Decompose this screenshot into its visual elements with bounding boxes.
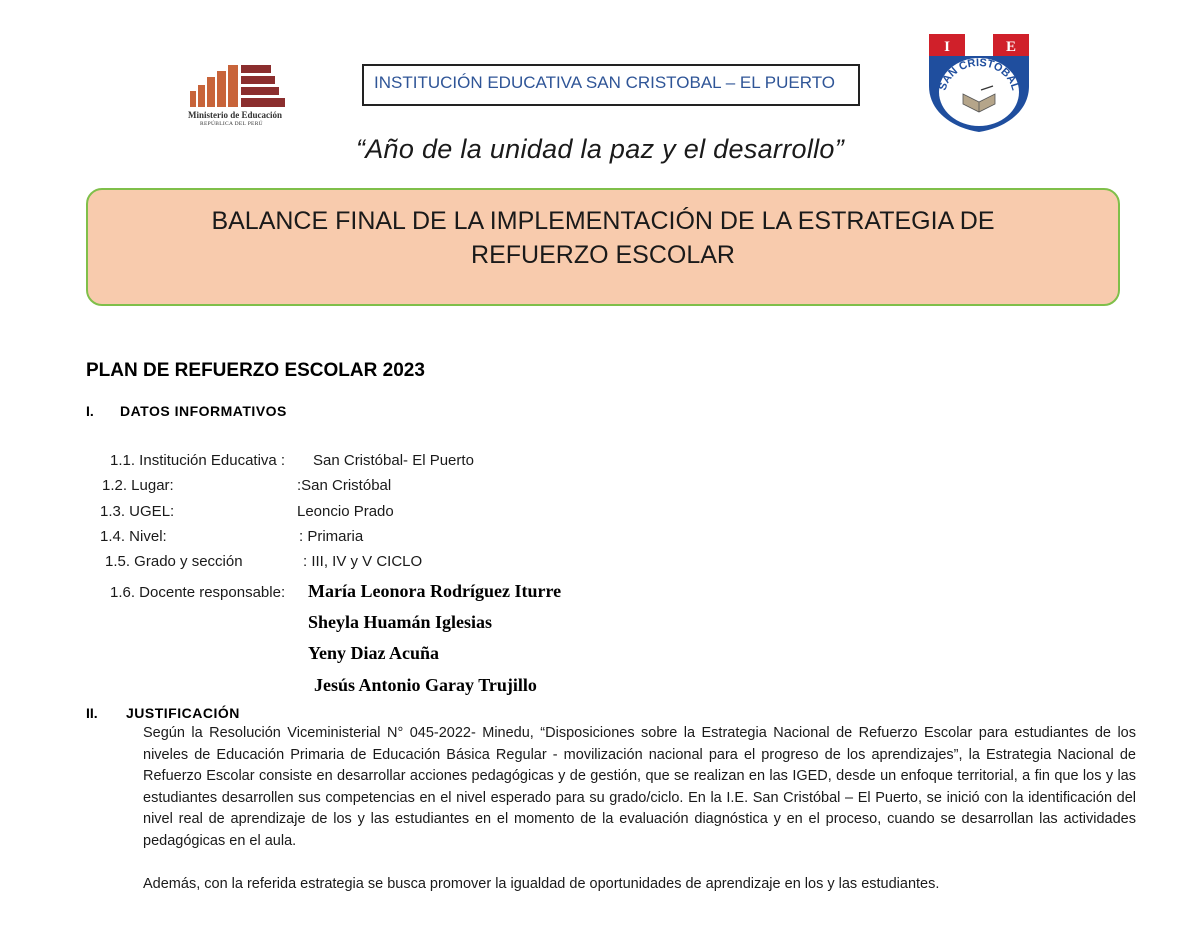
teacher-name: Yeny Diaz Acuña xyxy=(308,643,440,663)
teacher-name: María Leonora Rodríguez Iturre xyxy=(308,581,562,601)
ministry-name: Ministerio de Educación xyxy=(188,110,282,120)
justification-paragraph-2: Además, con la referida estrategia se busca promover la igualdad de oportunidades de aprendizaje en los y las estudiantes. xyxy=(143,876,940,892)
info-label-institucion: 1.1. Institución Educativa : xyxy=(110,452,286,469)
info-label-grado: 1.5. Grado y sección xyxy=(105,553,243,570)
shield-arc-text: SAN CRISTOBAL xyxy=(936,56,1022,92)
school-shield-logo xyxy=(925,30,1033,134)
ministry-country: REPÚBLICA DEL PERÚ xyxy=(200,121,263,127)
info-value-institucion: San Cristóbal- El Puerto xyxy=(313,452,474,469)
ministry-logo xyxy=(180,65,292,129)
info-label-docente: 1.6. Docente responsable: xyxy=(110,584,286,601)
document-title xyxy=(153,204,1053,272)
teacher-name: Sheyla Huamán Iglesias xyxy=(308,612,493,632)
document-title-line1: BALANCE FINAL DE LA IMPLEMENTACIÓN DE LA ESTRATEGIA DE xyxy=(211,207,995,235)
shield-letter-left: I xyxy=(944,39,950,55)
year-motto: “Año de la unidad la paz y el desarrollo” xyxy=(355,134,845,164)
info-value-ugel: Leoncio Prado xyxy=(297,503,394,520)
info-value-lugar: :San Cristóbal xyxy=(297,477,392,494)
plan-title: PLAN DE REFUERZO ESCOLAR 2023 xyxy=(86,360,425,381)
section1-title: DATOS INFORMATIVOS xyxy=(120,403,287,419)
info-label-nivel: 1.4. Nivel: xyxy=(100,528,167,545)
section2-number: II. xyxy=(86,705,98,721)
info-value-grado: : III, IV y V CICLO xyxy=(303,553,423,570)
document-title-line2: REFUERZO ESCOLAR xyxy=(471,241,735,269)
teacher-name: Jesús Antonio Garay Trujillo xyxy=(314,675,537,695)
ministry-bars-icon xyxy=(186,65,290,109)
institution-name-box xyxy=(362,64,860,106)
institution-name: INSTITUCIÓN EDUCATIVA SAN CRISTOBAL – EL PUERTO xyxy=(374,73,835,92)
info-label-ugel: 1.3. UGEL: xyxy=(100,503,175,520)
document-title-box xyxy=(86,188,1120,306)
info-label-lugar: 1.2. Lugar: xyxy=(102,477,174,494)
shield-icon xyxy=(925,30,1033,134)
shield-letter-right: E xyxy=(1005,39,1017,55)
justification-paragraph: Según la Resolución Viceministerial N° 045-2022- Minedu, “Disposiciones sobre la Estrategia Nacional de Refuerzo Escolar para estudiantes de los niveles de Educación Primaria de Educación Básica Regular - movilización nacional para el progreso de los aprendizajes”, la Estrategia Nacional de Refuerzo Escolar consiste en desarrollar acciones pedagógicas y de gestión, que se realizan en las IGED, desde un enfoque territorial, a fin que los y las estudiantes desarrollen sus competencias en el nivel esperado para su grado/ciclo. En la I.E. San Cristóbal – El Puerto, se inició con la identificación del nivel real de aprendizaje de los y las estudiantes en el momento de la evaluación diagnóstica y en el proceso, cuando se desarrollan las actividades pedagógicas en el aula. xyxy=(143,725,1136,849)
section1-number: I. xyxy=(86,403,94,419)
section2-title: JUSTIFICACIÓN xyxy=(126,705,240,721)
info-value-nivel: : Primaria xyxy=(299,528,364,545)
